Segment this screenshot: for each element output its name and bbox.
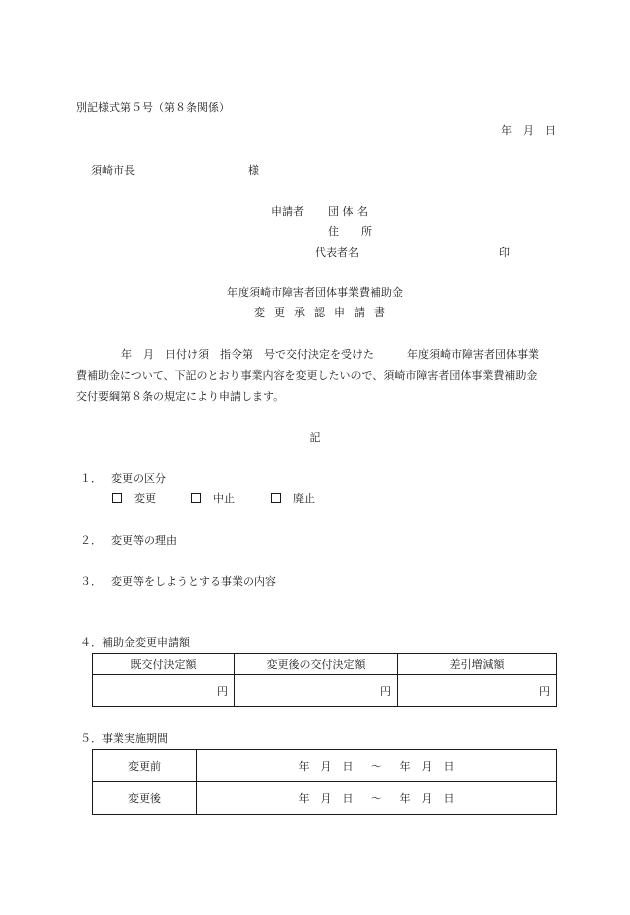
item-3-label: 変更等をしようとする事業の内容 (111, 575, 276, 588)
period-range-before[interactable] (197, 750, 557, 782)
item-5-heading: ５．事業実施期間 (80, 732, 168, 745)
option-change[interactable] (112, 492, 156, 506)
addressee-honorific: 様 (248, 164, 259, 177)
item-1-number: １． (80, 472, 102, 485)
applicant-label: 申請者 (271, 205, 304, 218)
item-2-label: 変更等の理由 (111, 534, 177, 547)
period-to: 年 月 日 (399, 759, 455, 773)
period-to: 年 月 日 (399, 792, 455, 805)
org-name-label: 団 体 名 (328, 205, 368, 218)
yen-unit: 円 (217, 684, 228, 698)
period-from: 年 月 日 (298, 792, 354, 805)
body-line-2: 費補助金について、下記のとおり事業内容を変更したいので、須崎市障害者団体事業費補助金 (76, 369, 538, 382)
period-label-before: 変更前 (93, 750, 197, 782)
seal-mark: 印 (499, 246, 510, 259)
checkbox-icon[interactable] (271, 493, 281, 503)
option-abolish[interactable] (271, 492, 315, 506)
period-separator: ～ (371, 759, 382, 773)
period-range-after[interactable] (197, 782, 557, 815)
amount-table (92, 653, 557, 707)
amount-header-diff: 差引増減額 (398, 654, 557, 675)
checkbox-icon[interactable] (191, 493, 201, 503)
yen-unit: 円 (380, 684, 391, 698)
period-separator: ～ (371, 792, 382, 805)
item-2-number: ２． (80, 534, 102, 547)
table-row (93, 750, 557, 782)
item-3-number: ３． (80, 575, 102, 588)
addressee-name: 須崎市長 (91, 164, 135, 177)
amount-cell-diff[interactable] (398, 675, 557, 707)
date-line: 年 月 日 (501, 124, 556, 137)
address-label: 住 所 (328, 225, 372, 238)
option-cancel[interactable] (191, 492, 235, 506)
table-row (93, 782, 557, 815)
item-4-heading: ４．補助金変更申請額 (80, 636, 190, 649)
title-line-2: 変更承認申請書 (254, 306, 394, 319)
period-table (92, 749, 557, 815)
ki-heading: 記 (309, 431, 321, 444)
option-abolish-label: 廃止 (293, 492, 315, 505)
title-line-1: 年度須崎市障害者団体事業費補助金 (227, 286, 403, 299)
amount-header-after: 変更後の交付決定額 (235, 654, 398, 675)
amount-cell-current[interactable] (93, 675, 235, 707)
representative-label: 代表者名 (315, 246, 359, 259)
item-1-label: 変更の区分 (111, 472, 166, 485)
option-cancel-label: 中止 (213, 492, 235, 505)
body-line-1: 年 月 日付け須 指令第 号で交付決定を受けた 年度須崎市障害者団体事業 (121, 348, 539, 361)
amount-header-current: 既交付決定額 (93, 654, 235, 675)
checkbox-icon[interactable] (112, 493, 122, 503)
period-label-after: 変更後 (93, 782, 197, 815)
yen-unit: 円 (539, 684, 550, 698)
amount-cell-after[interactable] (235, 675, 398, 707)
body-line-3: 交付要綱第８条の規定により申請します。 (76, 390, 285, 403)
option-change-label: 変更 (134, 492, 156, 505)
period-from: 年 月 日 (298, 759, 354, 773)
form-number: 別記様式第５号（第８条関係） (76, 101, 230, 114)
